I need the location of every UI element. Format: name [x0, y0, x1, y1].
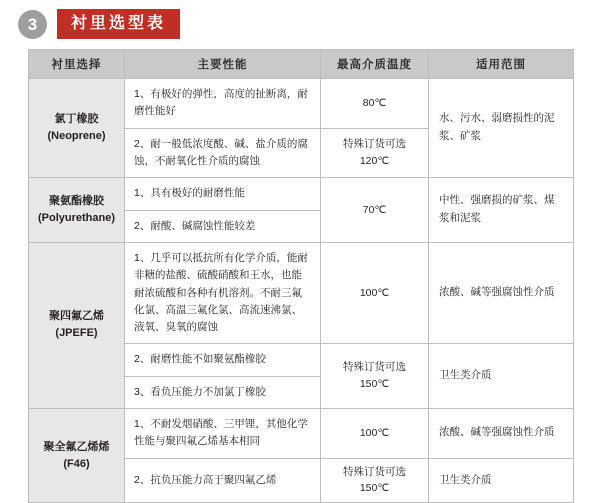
- category-name-en: (JPEFE): [55, 327, 98, 340]
- lining-category-fep: [29, 409, 125, 503]
- temperature-number: 150℃: [359, 482, 390, 495]
- scope-text: 浓酸、碱等强腐蚀性介质: [429, 409, 574, 459]
- page-title: 衬里选型表: [57, 9, 180, 39]
- table-header: [29, 50, 574, 79]
- category-name-cn: 氯丁橡胶: [54, 113, 99, 126]
- category-name-cn: 聚全氟乙烯烯: [43, 440, 110, 453]
- temperature-note: 特殊订货可选: [343, 361, 406, 374]
- column-header-scope: 适用范围: [429, 50, 574, 79]
- performance-text: 2、耐磨性能不如聚氨酯橡胶: [125, 344, 321, 376]
- lining-category-polyurethane: [29, 178, 125, 243]
- scope-text: 水、污水、弱磨损性的泥浆、矿浆: [429, 79, 574, 178]
- performance-text: 2、耐酸、碱腐蚀性能较差: [125, 210, 321, 242]
- table-row: [29, 79, 574, 129]
- temperature-value: 100℃: [321, 409, 429, 459]
- performance-text: 2、抗负压能力高于聚四氟乙烯: [125, 458, 321, 503]
- section-number-badge: 3: [18, 10, 47, 39]
- performance-text: 1、有极好的弹性，高度的扯断离，耐磨性能好: [125, 79, 321, 129]
- temperature-value: 100℃: [321, 242, 429, 344]
- temperature-number: 150℃: [359, 378, 390, 391]
- lining-category-ptfe: [29, 242, 125, 408]
- table-row: [29, 409, 574, 459]
- column-header-max-temperature: 最高介质温度: [321, 50, 429, 79]
- section-header: [18, 8, 180, 40]
- table-header-row: [29, 50, 574, 79]
- temperature-value: [321, 344, 429, 409]
- column-header-performance: 主要性能: [125, 50, 321, 79]
- scope-text: 卫生类介质: [429, 344, 574, 409]
- temperature-note: 特殊订货可选: [343, 465, 406, 478]
- lining-selection-table: [28, 49, 574, 503]
- temperature-value: [321, 458, 429, 503]
- table-row: [29, 242, 574, 344]
- table-body: [29, 79, 574, 503]
- temperature-number: 120℃: [359, 154, 390, 167]
- category-name-cn: 聚氨酯橡胶: [49, 195, 104, 208]
- category-name-cn: 聚四氟乙烯: [49, 310, 104, 323]
- scope-text: 浓酸、碱等强腐蚀性介质: [429, 242, 574, 344]
- performance-text: 3、看负压能力不加氯丁橡胶: [125, 376, 321, 408]
- lining-category-neoprene: [29, 79, 125, 178]
- category-name-en: (Neoprene): [47, 130, 106, 143]
- table-row: [29, 178, 574, 210]
- temperature-value: 80℃: [321, 79, 429, 129]
- performance-text: 2、耐一般低浓度酸、碱、盐介质的腐蚀，不耐氧化性介质的腐蚀: [125, 128, 321, 178]
- performance-text: 1、不耐发烟硝酸、三甲锂，其他化学性能与聚四氟乙烯基本相同: [125, 409, 321, 459]
- temperature-value: [321, 128, 429, 178]
- category-name-en: (Polyurethane): [37, 212, 115, 225]
- performance-text: 1、几乎可以抵抗所有化学介质，能耐非糖的盐酸、硫酸硝酸和王水，也能耐浓硫酸和各种有机溶剂。不耐三氟化氯、高温三氟化氯、高流速沸氯、液氧、臭氧的腐蚀: [125, 242, 321, 344]
- scope-text: 卫生类介质: [429, 458, 574, 503]
- category-name-en: (F46): [63, 457, 90, 470]
- temperature-value: 70℃: [321, 178, 429, 243]
- scope-text: 中性、强磨损的矿浆、煤浆和泥浆: [429, 178, 574, 243]
- temperature-note: 特殊订货可选: [343, 138, 406, 151]
- performance-text: 1、具有极好的耐磨性能: [125, 178, 321, 210]
- column-header-lining: 衬里选择: [29, 50, 125, 79]
